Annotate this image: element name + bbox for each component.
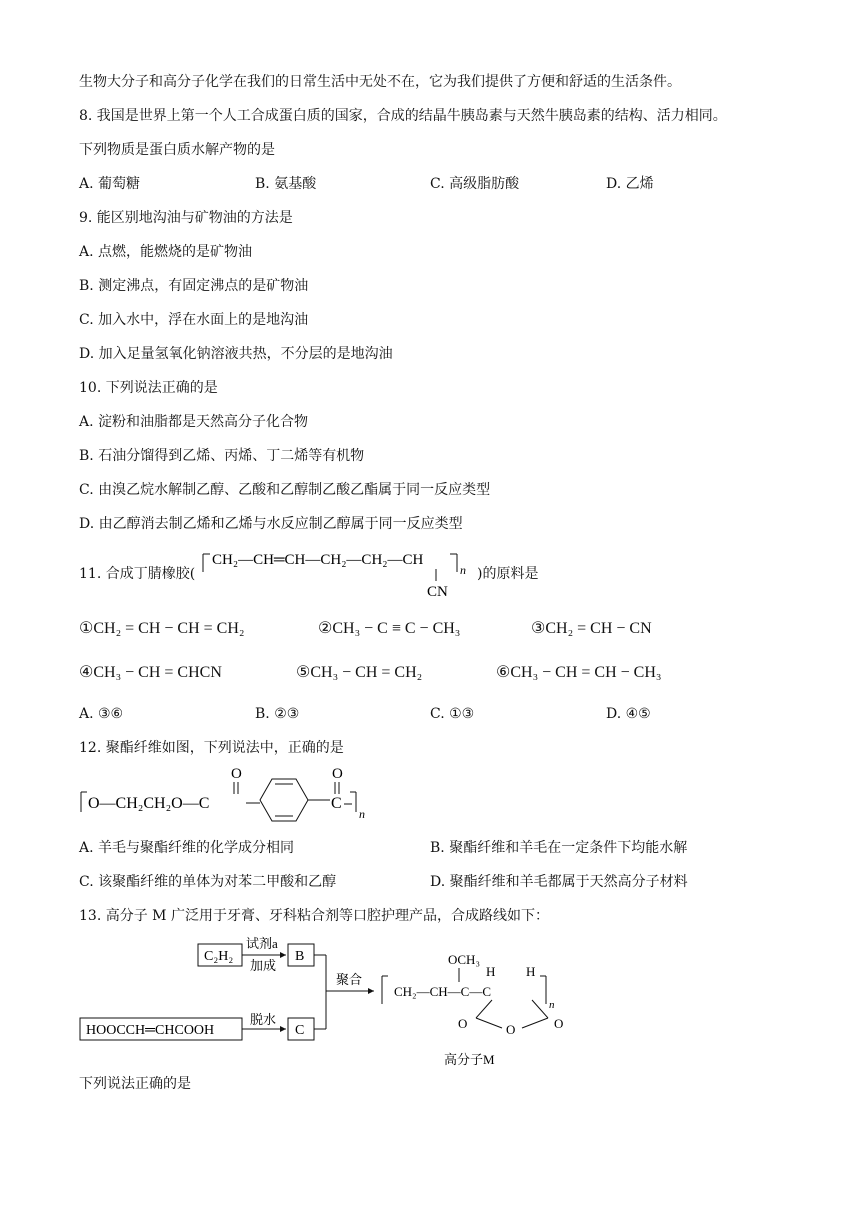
q9-stem: 9. 能区别地沟油与矿物油的方法是 [79,210,293,226]
q13-dehydrate: 脱水 [250,1012,277,1027]
q8-option-b[interactable]: B. 氨基酸 [255,176,317,192]
q11-raw-4: ④CH₃ − CH = CHCN [79,664,222,681]
q11-raw-1: ①CH₂ = CH − CH = CH₂ [79,620,245,637]
q8-stem-line2: 下列物质是蛋白质水解产物的是 [79,142,275,158]
q13-stem: 13. 高分子 M 广泛用于牙膏、牙科粘合剂等口腔护理产品，合成路线如下： [79,908,549,924]
q12-polyester-structure [76,762,376,824]
q13-n: n [549,999,555,1011]
q13-caption: 高分子M [444,1052,495,1067]
q9-option-a[interactable]: A. 点燃，能燃烧的是矿物油 [79,244,253,260]
q13-h1: H [486,964,496,979]
q11-option-d[interactable]: D. ④⑤ [606,706,651,722]
q11-polymer-chain: CH₂—CH═CH—CH₂—CH₂—CH [212,552,424,568]
q13-reagent: 试剂a [246,936,278,951]
intro-text: 生物大分子和高分子化学在我们的日常生活中无处不在，它为我们提供了方便和舒适的生活条件。 [79,74,681,90]
q11-option-a[interactable]: A. ③⑥ [79,706,124,722]
q13-synthesis-scheme [76,932,596,1072]
q10-option-c[interactable]: C. 由溴乙烷水解制乙醇、乙酸和乙醇制乙酸乙酯属于同一反应类型 [79,482,491,498]
q13-after: 下列说法正确的是 [79,1076,191,1092]
q13-o-ring: O [506,1022,516,1037]
q11-stem-before: 11. 合成丁腈橡胶( [79,566,196,582]
q11-raw-5: ⑤CH₃ − CH = CH₂ [296,664,423,681]
q12-chain-left: O—CH₂CH₂O—C [88,795,210,812]
q12-chain-right: C [331,795,342,812]
q11-raw-3: ③CH₂ = CH − CN [531,620,652,637]
q10-option-d[interactable]: D. 由乙醇消去制乙烯和乙烯与水反应制乙醇属于同一反应类型 [79,516,463,532]
q11-polymer-cn: CN [427,584,448,600]
q8-option-d[interactable]: D. 乙烯 [606,176,654,192]
q13-c2h2: C₂H₂ [204,949,234,964]
q12-option-a[interactable]: A. 羊毛与聚酯纤维的化学成分相同 [79,840,295,856]
q11-raw-2: ②CH₃ − C ≡ C − CH₃ [318,620,461,637]
q13-addition: 加成 [250,958,277,973]
q8-option-a[interactable]: A. 葡萄糖 [79,176,141,192]
q12-o-top-1: O [231,766,242,782]
q13-acid: HOOCCH═CHCOOH [86,1023,215,1038]
q9-option-c[interactable]: C. 加入水中，浮在水面上的是地沟油 [79,312,309,328]
q11-option-b[interactable]: B. ②③ [255,706,300,722]
q12-option-d[interactable]: D. 聚酯纤维和羊毛都属于天然高分子材料 [430,874,688,890]
q12-stem: 12. 聚酯纤维如图，下列说法中，正确的是 [79,740,344,756]
q13-box-c: C [295,1023,305,1038]
q13-h2: H [526,964,536,979]
q13-polymerize: 聚合 [336,972,363,987]
q10-option-b[interactable]: B. 石油分馏得到乙烯、丙烯、丁二烯等有机物 [79,448,365,464]
q11-polymer-n: n [460,563,466,577]
q12-n: n [359,807,365,821]
q13-box-b: B [295,949,305,964]
q9-option-d[interactable]: D. 加入足量氢氧化钠溶液共热，不分层的是地沟油 [79,346,393,362]
q13-o-right: O [554,1016,564,1031]
q13-backbone: CH₂—CH—C—C [394,984,491,999]
q11-option-c[interactable]: C. ①③ [430,706,475,722]
q13-och3: OCH₃ [448,952,480,967]
q11-stem-after: )的原料是 [477,566,539,582]
q13-o-left: O [458,1016,468,1031]
q11-raw-6: ⑥CH₃ − CH = CH − CH₃ [496,664,662,681]
q9-option-b[interactable]: B. 测定沸点，有固定沸点的是矿物油 [79,278,309,294]
q10-option-a[interactable]: A. 淀粉和油脂都是天然高分子化合物 [79,414,309,430]
q8-stem-line1: 8. 我国是世界上第一个人工合成蛋白质的国家，合成的结晶牛胰岛素与天然牛胰岛素的结构、活力相同。 [79,108,727,124]
q12-option-b[interactable]: B. 聚酯纤维和羊毛在一定条件下均能水解 [430,840,688,856]
q10-stem: 10. 下列说法正确的是 [79,380,218,396]
q12-option-c[interactable]: C. 该聚酯纤维的单体为对苯二甲酸和乙醇 [79,874,337,890]
q12-o-top-2: O [332,766,343,782]
q8-option-c[interactable]: C. 高级脂肪酸 [430,176,520,192]
q11-polymer-structure [198,542,478,600]
